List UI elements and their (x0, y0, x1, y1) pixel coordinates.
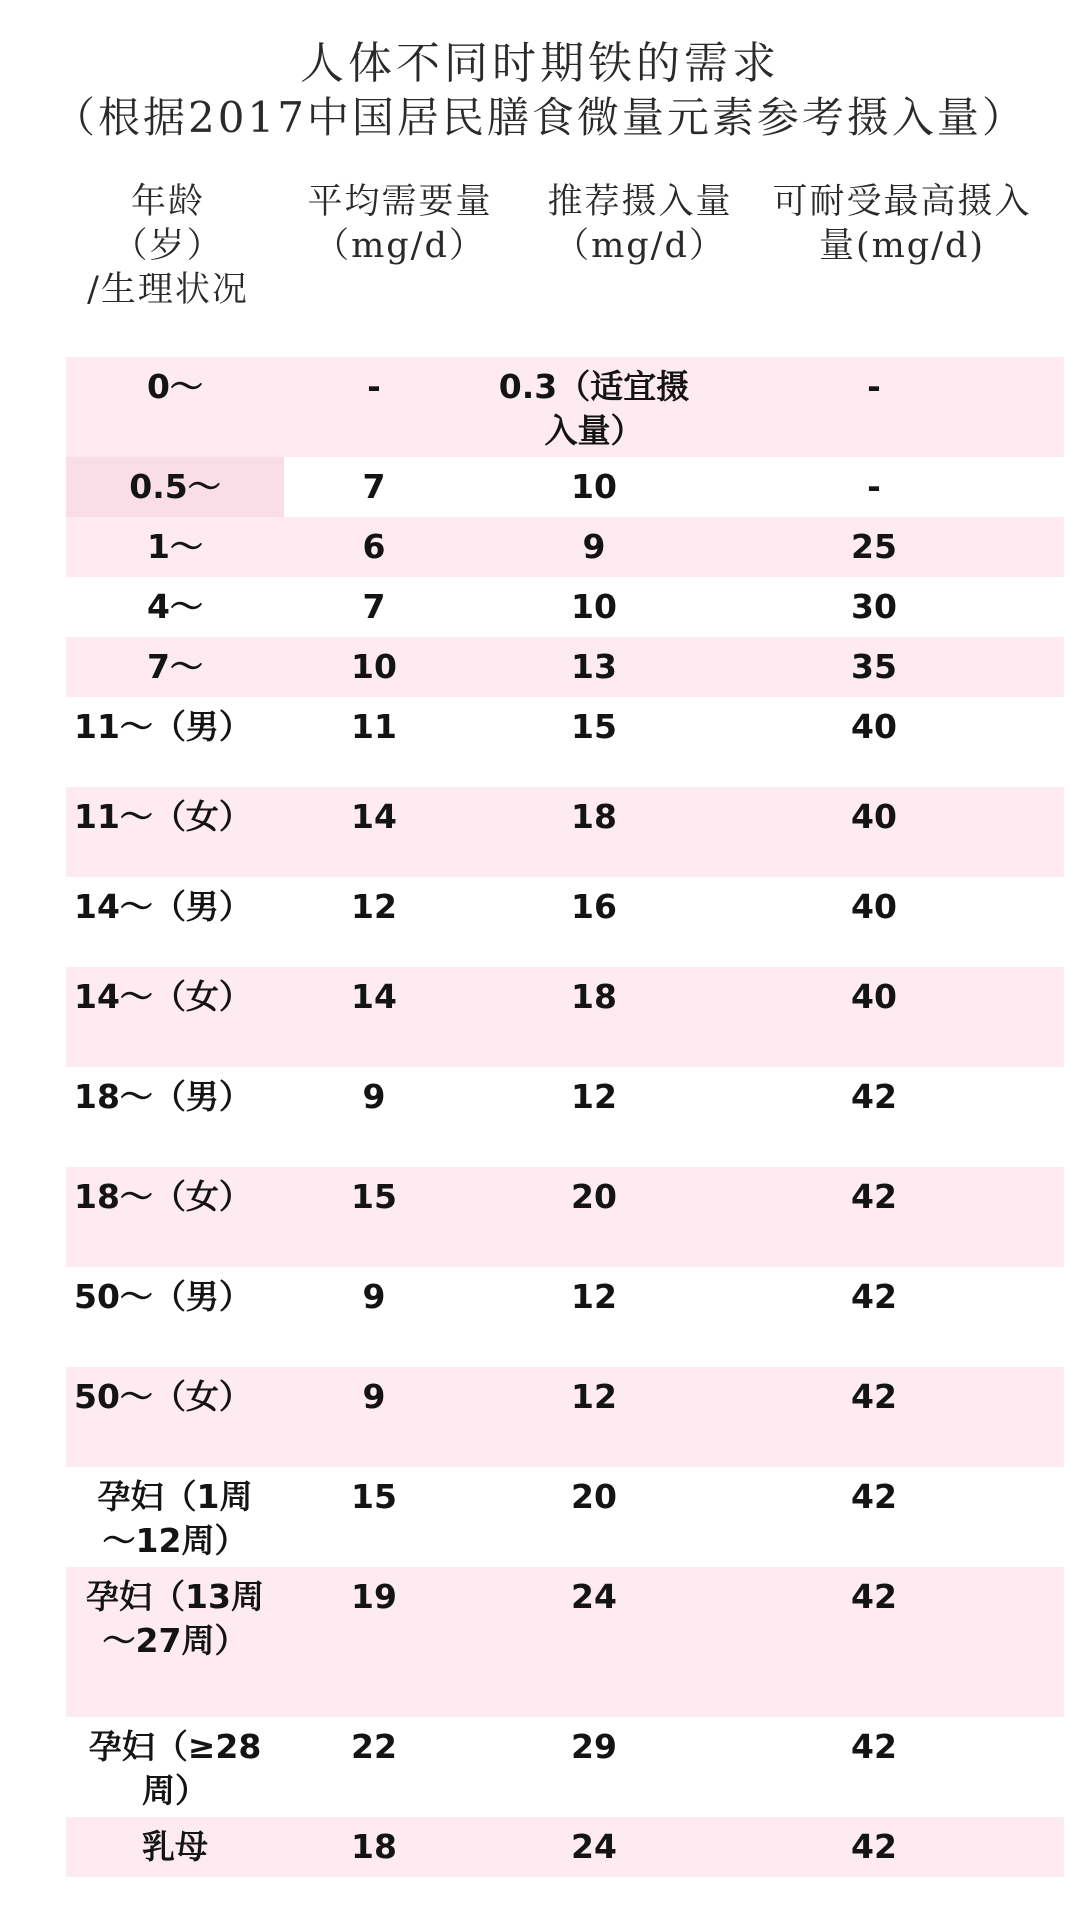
cell-recommended-intake: 20 (571, 1177, 617, 1216)
cell-age: 孕妇（13周 ～27周） (86, 1577, 264, 1660)
cell-age: 14～（女） (74, 977, 252, 1016)
cell-age: 4～ (147, 587, 203, 626)
cell-upper-limit: 35 (851, 647, 897, 686)
column-header-average-requirement: 平均需要量 （mg/d） (307, 182, 493, 266)
cell-average-requirement: 14 (351, 977, 397, 1016)
cell-average-requirement: 10 (351, 647, 397, 686)
table-row (66, 1267, 1064, 1367)
cell-upper-limit: 40 (851, 887, 897, 926)
cell-age: 14～（男） (74, 887, 252, 926)
table-row (66, 697, 1064, 787)
cell-average-requirement: 18 (351, 1827, 397, 1866)
cell-age: 乳母 (142, 1827, 208, 1866)
cell-upper-limit: - (867, 467, 881, 506)
cell-recommended-intake: 10 (571, 467, 617, 506)
page-title: 人体不同时期铁的需求 (300, 38, 780, 89)
table-row (66, 457, 1064, 517)
table-row (66, 1467, 1064, 1567)
cell-average-requirement: 9 (362, 1277, 386, 1316)
table-row (66, 1067, 1064, 1167)
cell-upper-limit: - (867, 367, 881, 406)
cell-recommended-intake: 10 (571, 587, 617, 626)
table-row (66, 787, 1064, 877)
page-subtitle: （根据2017中国居民膳食微量元素参考摄入量） (53, 93, 1027, 142)
cell-age: 50～（女） (74, 1377, 252, 1416)
cell-age: 18～（男） (74, 1077, 252, 1116)
column-header-recommended-intake: 推荐摄入量 （mg/d） (547, 182, 733, 266)
cell-average-requirement: 19 (351, 1577, 397, 1616)
table-row (66, 1367, 1064, 1467)
column-header-upper-limit: 可耐受最高摄入 量(mg/d) (772, 182, 1032, 266)
cell-upper-limit: 42 (851, 1577, 897, 1616)
cell-recommended-intake: 13 (571, 647, 617, 686)
table-row (66, 877, 1064, 967)
cell-average-requirement: 15 (351, 1477, 397, 1516)
table-row (66, 1167, 1064, 1267)
cell-upper-limit: 42 (851, 1277, 897, 1316)
cell-age: 7～ (147, 647, 203, 686)
cell-recommended-intake: 15 (571, 707, 617, 746)
cell-age: 11～（女） (74, 797, 252, 836)
cell-recommended-intake: 9 (582, 527, 606, 566)
cell-upper-limit: 42 (851, 1077, 897, 1116)
cell-age: 0.5～ (129, 467, 221, 506)
table-row (66, 1717, 1064, 1817)
cell-recommended-intake: 12 (571, 1377, 617, 1416)
cell-recommended-intake: 29 (571, 1727, 617, 1766)
cell-upper-limit: 40 (851, 977, 897, 1016)
cell-age: 孕妇（≥28 周） (88, 1727, 262, 1810)
cell-upper-limit: 42 (851, 1727, 897, 1766)
cell-average-requirement: 15 (351, 1177, 397, 1216)
cell-recommended-intake: 18 (571, 797, 617, 836)
cell-average-requirement: 7 (362, 467, 386, 506)
cell-upper-limit: 42 (851, 1477, 897, 1516)
cell-average-requirement: - (367, 367, 381, 406)
cell-average-requirement: 6 (362, 527, 386, 566)
cell-age: 0～ (147, 367, 203, 406)
column-header-age: 年龄 （岁） /生理状况 (87, 182, 249, 310)
cell-upper-limit: 42 (851, 1377, 897, 1416)
cell-average-requirement: 9 (362, 1077, 386, 1116)
cell-upper-limit: 25 (851, 527, 897, 566)
table-row (66, 1567, 1064, 1717)
cell-recommended-intake: 24 (571, 1827, 617, 1866)
table-row (66, 1817, 1064, 1877)
cell-upper-limit: 42 (851, 1177, 897, 1216)
cell-age: 1～ (147, 527, 203, 566)
cell-upper-limit: 42 (851, 1827, 897, 1866)
cell-recommended-intake: 16 (571, 887, 617, 926)
cell-upper-limit: 30 (851, 587, 897, 626)
table-row (66, 967, 1064, 1067)
cell-age: 孕妇（1周 ～12周） (97, 1477, 253, 1560)
cell-upper-limit: 40 (851, 707, 897, 746)
cell-average-requirement: 7 (362, 587, 386, 626)
cell-recommended-intake: 24 (571, 1577, 617, 1616)
table-row (66, 577, 1064, 637)
cell-age: 18～（女） (74, 1177, 252, 1216)
table-row (66, 357, 1064, 457)
cell-age: 11～（男） (74, 707, 252, 746)
cell-recommended-intake: 12 (571, 1077, 617, 1116)
cell-recommended-intake: 20 (571, 1477, 617, 1516)
cell-recommended-intake: 12 (571, 1277, 617, 1316)
cell-average-requirement: 9 (362, 1377, 386, 1416)
cell-recommended-intake: 0.3（适宜摄 入量） (498, 367, 690, 450)
cell-age: 50～（男） (74, 1277, 252, 1316)
cell-average-requirement: 22 (351, 1727, 397, 1766)
cell-average-requirement: 12 (351, 887, 397, 926)
table-row (66, 517, 1064, 577)
cell-upper-limit: 40 (851, 797, 897, 836)
table-row (66, 637, 1064, 697)
cell-average-requirement: 11 (351, 707, 397, 746)
cell-average-requirement: 14 (351, 797, 397, 836)
cell-recommended-intake: 18 (571, 977, 617, 1016)
